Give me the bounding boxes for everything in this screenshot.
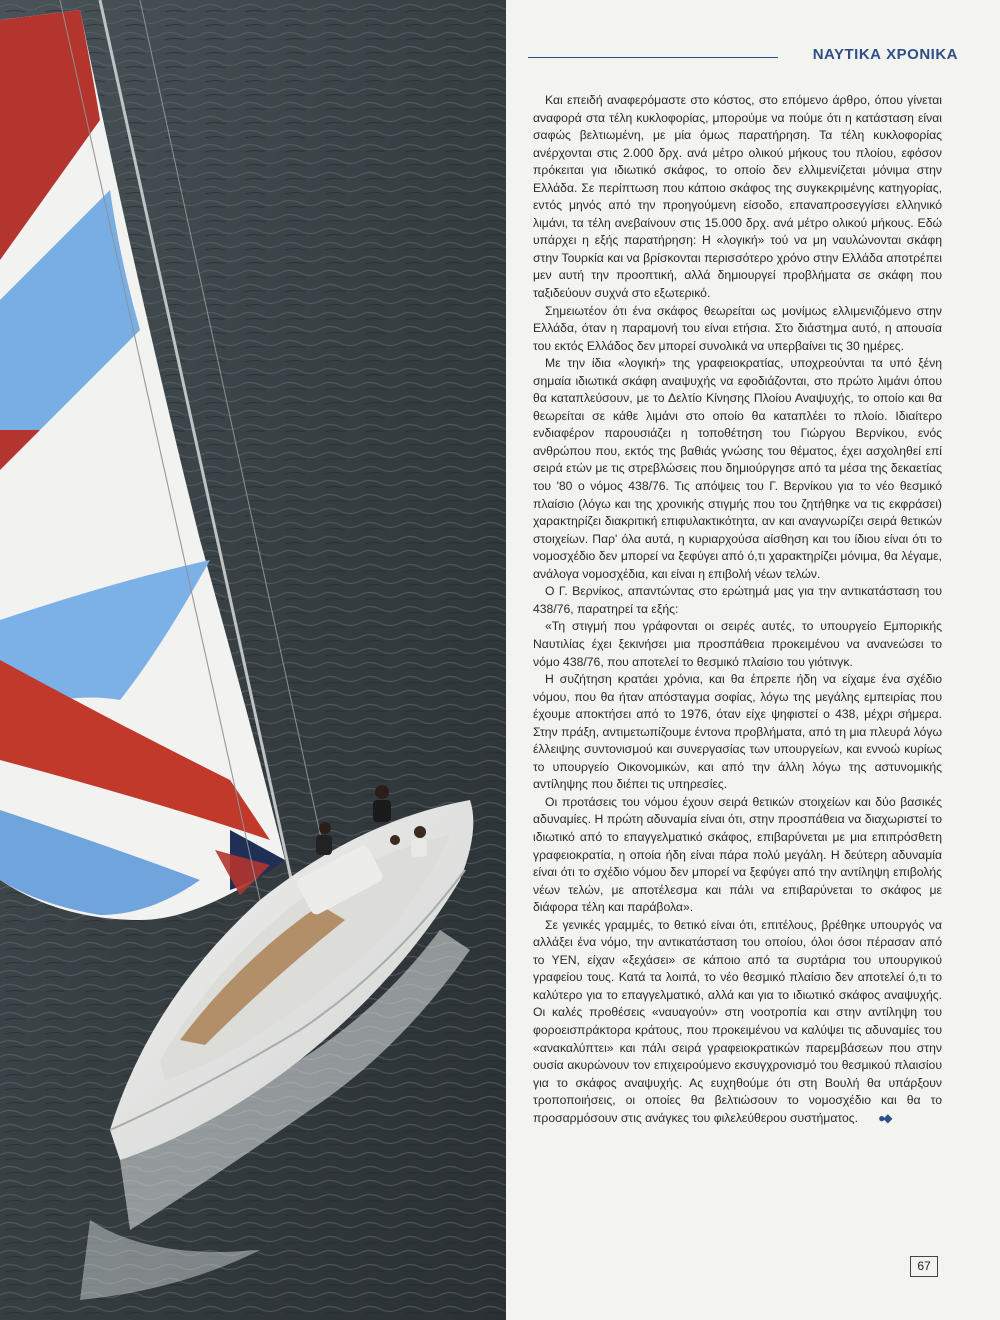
- article-paragraph-4: Ο Γ. Βερνίκος, απαντώντας στο ερώτημά μας για την αντικατάσταση του 438/76, παρατηρεί τα εξής:: [533, 584, 942, 616]
- article-paragraph-1: Και επειδή αναφερόμαστε στο κόστος, στο επόμενο άρθρο, όπου γίνεται αναφορά στα τέλη κυκλοφορίας, μπορούμε να πούμε ότι η κατάσταση είναι σαφώς βελτιωμένη, με μία όμως παρατήρηση. Τα τέλη κυκλοφορίας ανέρχονται στις 2.000 δρχ. ανά μέτρο ολικού μήκους του πλοίου, εφόσον πρόκειται για ιδιωτικό σκάφος, το οποίο δεν ελλιμενίζεται μόνιμα στην Ελλάδα. Σε περίπτωση που κάποιο σκάφος της συγκεκριμένης κατηγορίας, εντός μηνός από την προηγούμενη είσοδο, επαναπροσεγγίσει ελληνικό λιμάνι, τα τέλη ανεβαίνουν στις 15.000 δρχ. ανά μέτρο ολικού μήκους. Εδώ υπάρχει η εξής παρατήρηση: Η «λογική» τού να μη ναυλώνονται σκάφη στην Τουρκία και να βρίσκονται περισσότερο χρόνο στην Ελλάδα αποτρέπει μεν αυτή την προοπτική, αλλά δημιουργεί προβλήματα σε σκάφη που ταξιδεύουν συχνά στο εξωτερικό.: [533, 93, 942, 301]
- article-body: [533, 92, 942, 1127]
- article-paragraph-2: Σημειωτέον ότι ένα σκάφος θεωρείται ως μονίμως ελλιμενιζόμενο στην Ελλάδα, όταν η παραμονή του είναι ετήσια. Στο διάστημα αυτό, η απουσία του εκτός Ελλάδος δεν μπορεί συνολικά να υπερβαίνει τις 30 ημέρες.: [533, 303, 942, 353]
- article-paragraph-3: Με την ίδια «λογική» της γραφειοκρατίας, υποχρεούνται τα υπό ξένη σημαία ιδιωτικά σκάφη αναψυχής να εφοδιάζονται, στο πρώτο λιμάνι όπου θα καταπλεύσουν, με το Δελτίο Κίνησης Πλοίου Αναψυχής, το οποίο και θα θεωρείται σε κάθε λιμάνι στο οποίο θα καταπλέει το πλοίο. Ιδιαίτερο ενδιαφέρον παρουσιάζει η τοποθέτηση του Γιώργου Βερνίκου, ενός ανθρώπου που, εκτός της βαθιάς γνώσης του θέματος, έχει ασχοληθεί επί σειρά ετών με τις στρεβλώσεις που δημιούργησε από τα μέσα της δεκαετίας του '80 ο νόμος 438/76. Τις απόψεις του Γ. Βερνίκου για το νέο θεσμικό πλαίσιο (λόγω και της χρονικής στιγμής που του ζητήθηκε να τις εκφράσει) χαρακτηρίζει διακριτική επιφυλακτικότητα, αν και αναγνωρίζει σειρά θετικών στοιχείων. Παρ' όλα αυτά, η κυριαρχούσα αίσθηση και του ίδιου είναι ότι το νομοσχέδιο δεν μπορεί να ξεφύγει από ό,τι χαρακτηρίζει μόνιμα, θα λέγαμε, ανάλογα νομοσχέδια, και είναι η επιβολή νέων τελών.: [533, 356, 942, 581]
- article-paragraph-8-text: Σε γενικές γραμμές, το θετικό είναι ότι, επιτέλους, βρέθηκε υπουργός να αλλάξει ένα νόμο, την αντικατάσταση του οποίου, όλοι όσοι πέρασαν από το ΥΕΝ, είχαν «ξεχάσει» σε κάποιο από τα συρτάρια του υπουργικού γραφείου τους. Κατά τα λοιπά, το νέο θεσμικό πλαίσιο δεν αποτελεί ό,τι το καλύτερο για το επαγγελματικό, αλλά και για το ιδιωτικό σκάφος αναψυχής. Οι καλές προθέσεις «ναυαγούν» στη νοοτροπία και στην αντίληψη του φοροεισπράκτορα κράτους, που προκειμένου να καλύψει τις αδυναμίες του «ανακαλύπτει» και πάλι σειρά γραφειοκρατικών παρεμβάσεων που στην ουσία ακυρώνουν τον επιχειρούμενο εκσυγχρονισμό του θεσμικού πλαισίου για το σκάφος αναψυχής. Ας ευχηθούμε ότι στη Βουλή θα υπάρξουν τροποποιήσεις, οι οποίες θα βελτιώσουν το νομοσχέδιο και θα το προσαρμόσουν στις ανάγκες του φιλελεύθερου συστήματος.: [533, 917, 942, 1125]
- section-title: ΝΑΥΤΙΚΑ ΧΡΟΝΙΚΑ: [812, 46, 958, 63]
- article-paragraph-6: Η συζήτηση κρατάει χρόνια, και θα έπρεπε ήδη να είχαμε ένα σχέδιο νόμου, που θα ήταν απόσταγμα σοφίας, λόγω της μεγάλης εμπειρίας που έχουμε αποκτήσει από το 1976, όταν είχε ψηφιστεί ο 438, μέχρι σήμερα. Στην πράξη, αντιμετωπίζουμε έντονα προβλήματα, από τη μια πλευρά λόγω έλλειψης συντονισμού και συνεργασίας των υπουργείων, και εννοώ κυρίως το υπουργείο Οικονομικών, και από την άλλη λόγω της αστυνομικής αντίληψης που διέπει τις υπηρεσίες.: [533, 672, 942, 792]
- article-paragraph-8: [533, 917, 942, 1128]
- article-paragraph-5: «Τη στιγμή που γράφονται οι σειρές αυτές, το υπουργείο Εμπορικής Ναυτιλίας έχει ξεκινήσει μια προσπάθεια προκειμένου να ανανεώσει το νόμο 438/76, που αποτελεί το θεσμικό πλαίσιο του γιότινγκ.: [533, 619, 942, 669]
- page-number: 67: [910, 1256, 938, 1277]
- header-rule: [528, 57, 778, 58]
- article-paragraph-7: Οι προτάσεις του νόμου έχουν σειρά θετικών στοιχείων και δύο βασικές αδυναμίες. Η πρώτη αδυναμία είναι ότι, στην προσπάθεια να διαχωριστεί το ιδιωτικό από το επαγγελματικό σκάφος, επιβαρύνεται με μια επιπρόσθετη γραφειοκρατία, η οποία ήδη είναι πάρα πολύ μεγάλη. Η δεύτερη αδυναμία είναι ότι το σχέδιο νόμου δεν μπορεί να ξεφύγει από την αντίληψη επιβολής νέων τελών, με αποτέλεσμα και πάλι να επιβαρύνεται το σκάφος με διάφορα τέλη και παράβολα».: [533, 794, 942, 915]
- end-of-article-icon: ●◆: [878, 1110, 891, 1125]
